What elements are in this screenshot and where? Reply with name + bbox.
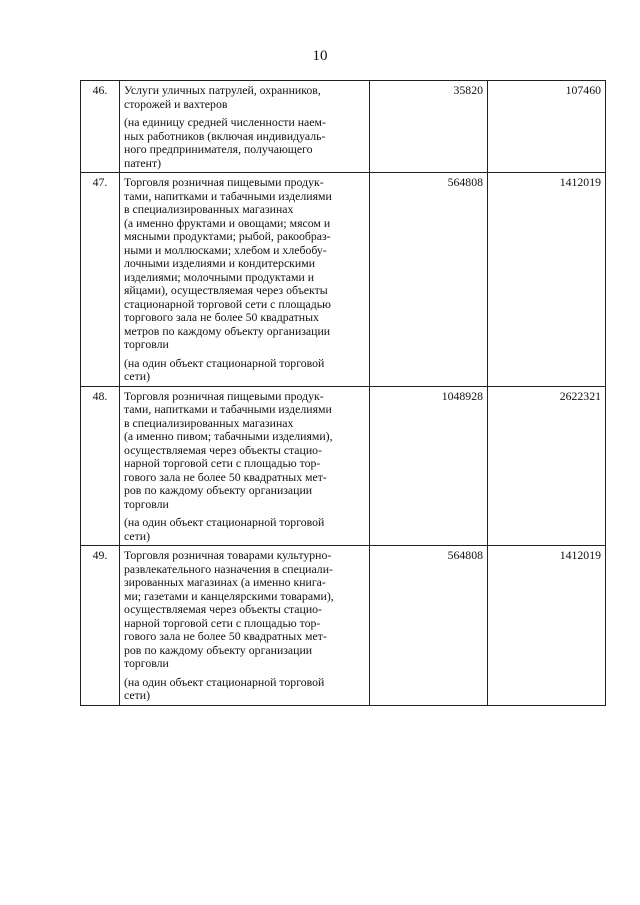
row-number: 48.	[81, 386, 120, 546]
unit-note: (на один объект стационарной торговой сети)	[124, 355, 325, 383]
activity-description: Торговля розничная пищевыми продук- тами, напитками и табачными изделиями в специализированных магазинах (а именно фруктами и овощами; мясом и мясными продуктами; рыбой, ракообраз- ными и моллюсками; хлебом и хлебобу- лочными изделиями и кондитерскими изделиями; молочными продуктами и яйцами), осуществляемая через объекты стационарной торговой сети с площадью торгового зала не более 50 квадратных метров по каждому объекту организации торговли	[124, 175, 332, 351]
unit-note: (на один объект стационарной торговой сети)	[124, 515, 325, 543]
value-1: 564808	[370, 173, 488, 387]
unit-note: (на единицу средней численности наем- ных работников (включая индивидуаль- ного предпринимателя, получающего патент)	[124, 115, 326, 170]
value-2: 1412019	[488, 546, 606, 706]
row-number: 46.	[81, 81, 120, 173]
activity-description: Торговля розничная товарами культурно- развлекательного назначения в специали- зированных магазинах (а именно книга- ми; газетами и канцелярскими товарами), осуществляемая через объекты стацио- нарной торговой сети с площадью тор- гового зала не более 50 квадратных мет- ров по каждому объекту организации торговли	[124, 548, 334, 670]
value-1: 564808	[370, 546, 488, 706]
table-row	[81, 173, 606, 387]
page-number: 10	[312, 48, 328, 64]
activity-cell	[120, 546, 370, 706]
activity-description: Торговля розничная пищевыми продук- тами, напитками и табачными изделиями в специализированных магазинах (а именно пивом; табачными изделиями), осуществляемая через объекты стацио- нарной торговой сети с площадью тор- гового зала не более 50 квадратных мет- ров по каждому объекту организации торговли	[124, 388, 333, 511]
value-2: 1412019	[488, 173, 606, 387]
unit-note: (на один объект стационарной торговой сети)	[124, 674, 325, 702]
table-row	[81, 81, 606, 173]
activity-cell	[120, 386, 370, 546]
activity-cell	[120, 81, 370, 173]
table-row	[81, 386, 606, 546]
value-1: 1048928	[370, 386, 488, 546]
activity-description: Услуги уличных патрулей, охранников, сторожей и вахтеров	[124, 83, 321, 111]
tariff-table	[80, 80, 606, 706]
value-2: 2622321	[488, 386, 606, 546]
value-1: 35820	[370, 81, 488, 173]
table-row	[81, 546, 606, 706]
row-number: 47.	[81, 173, 120, 387]
activity-cell	[120, 173, 370, 387]
value-2: 107460	[488, 81, 606, 173]
row-number: 49.	[81, 546, 120, 706]
